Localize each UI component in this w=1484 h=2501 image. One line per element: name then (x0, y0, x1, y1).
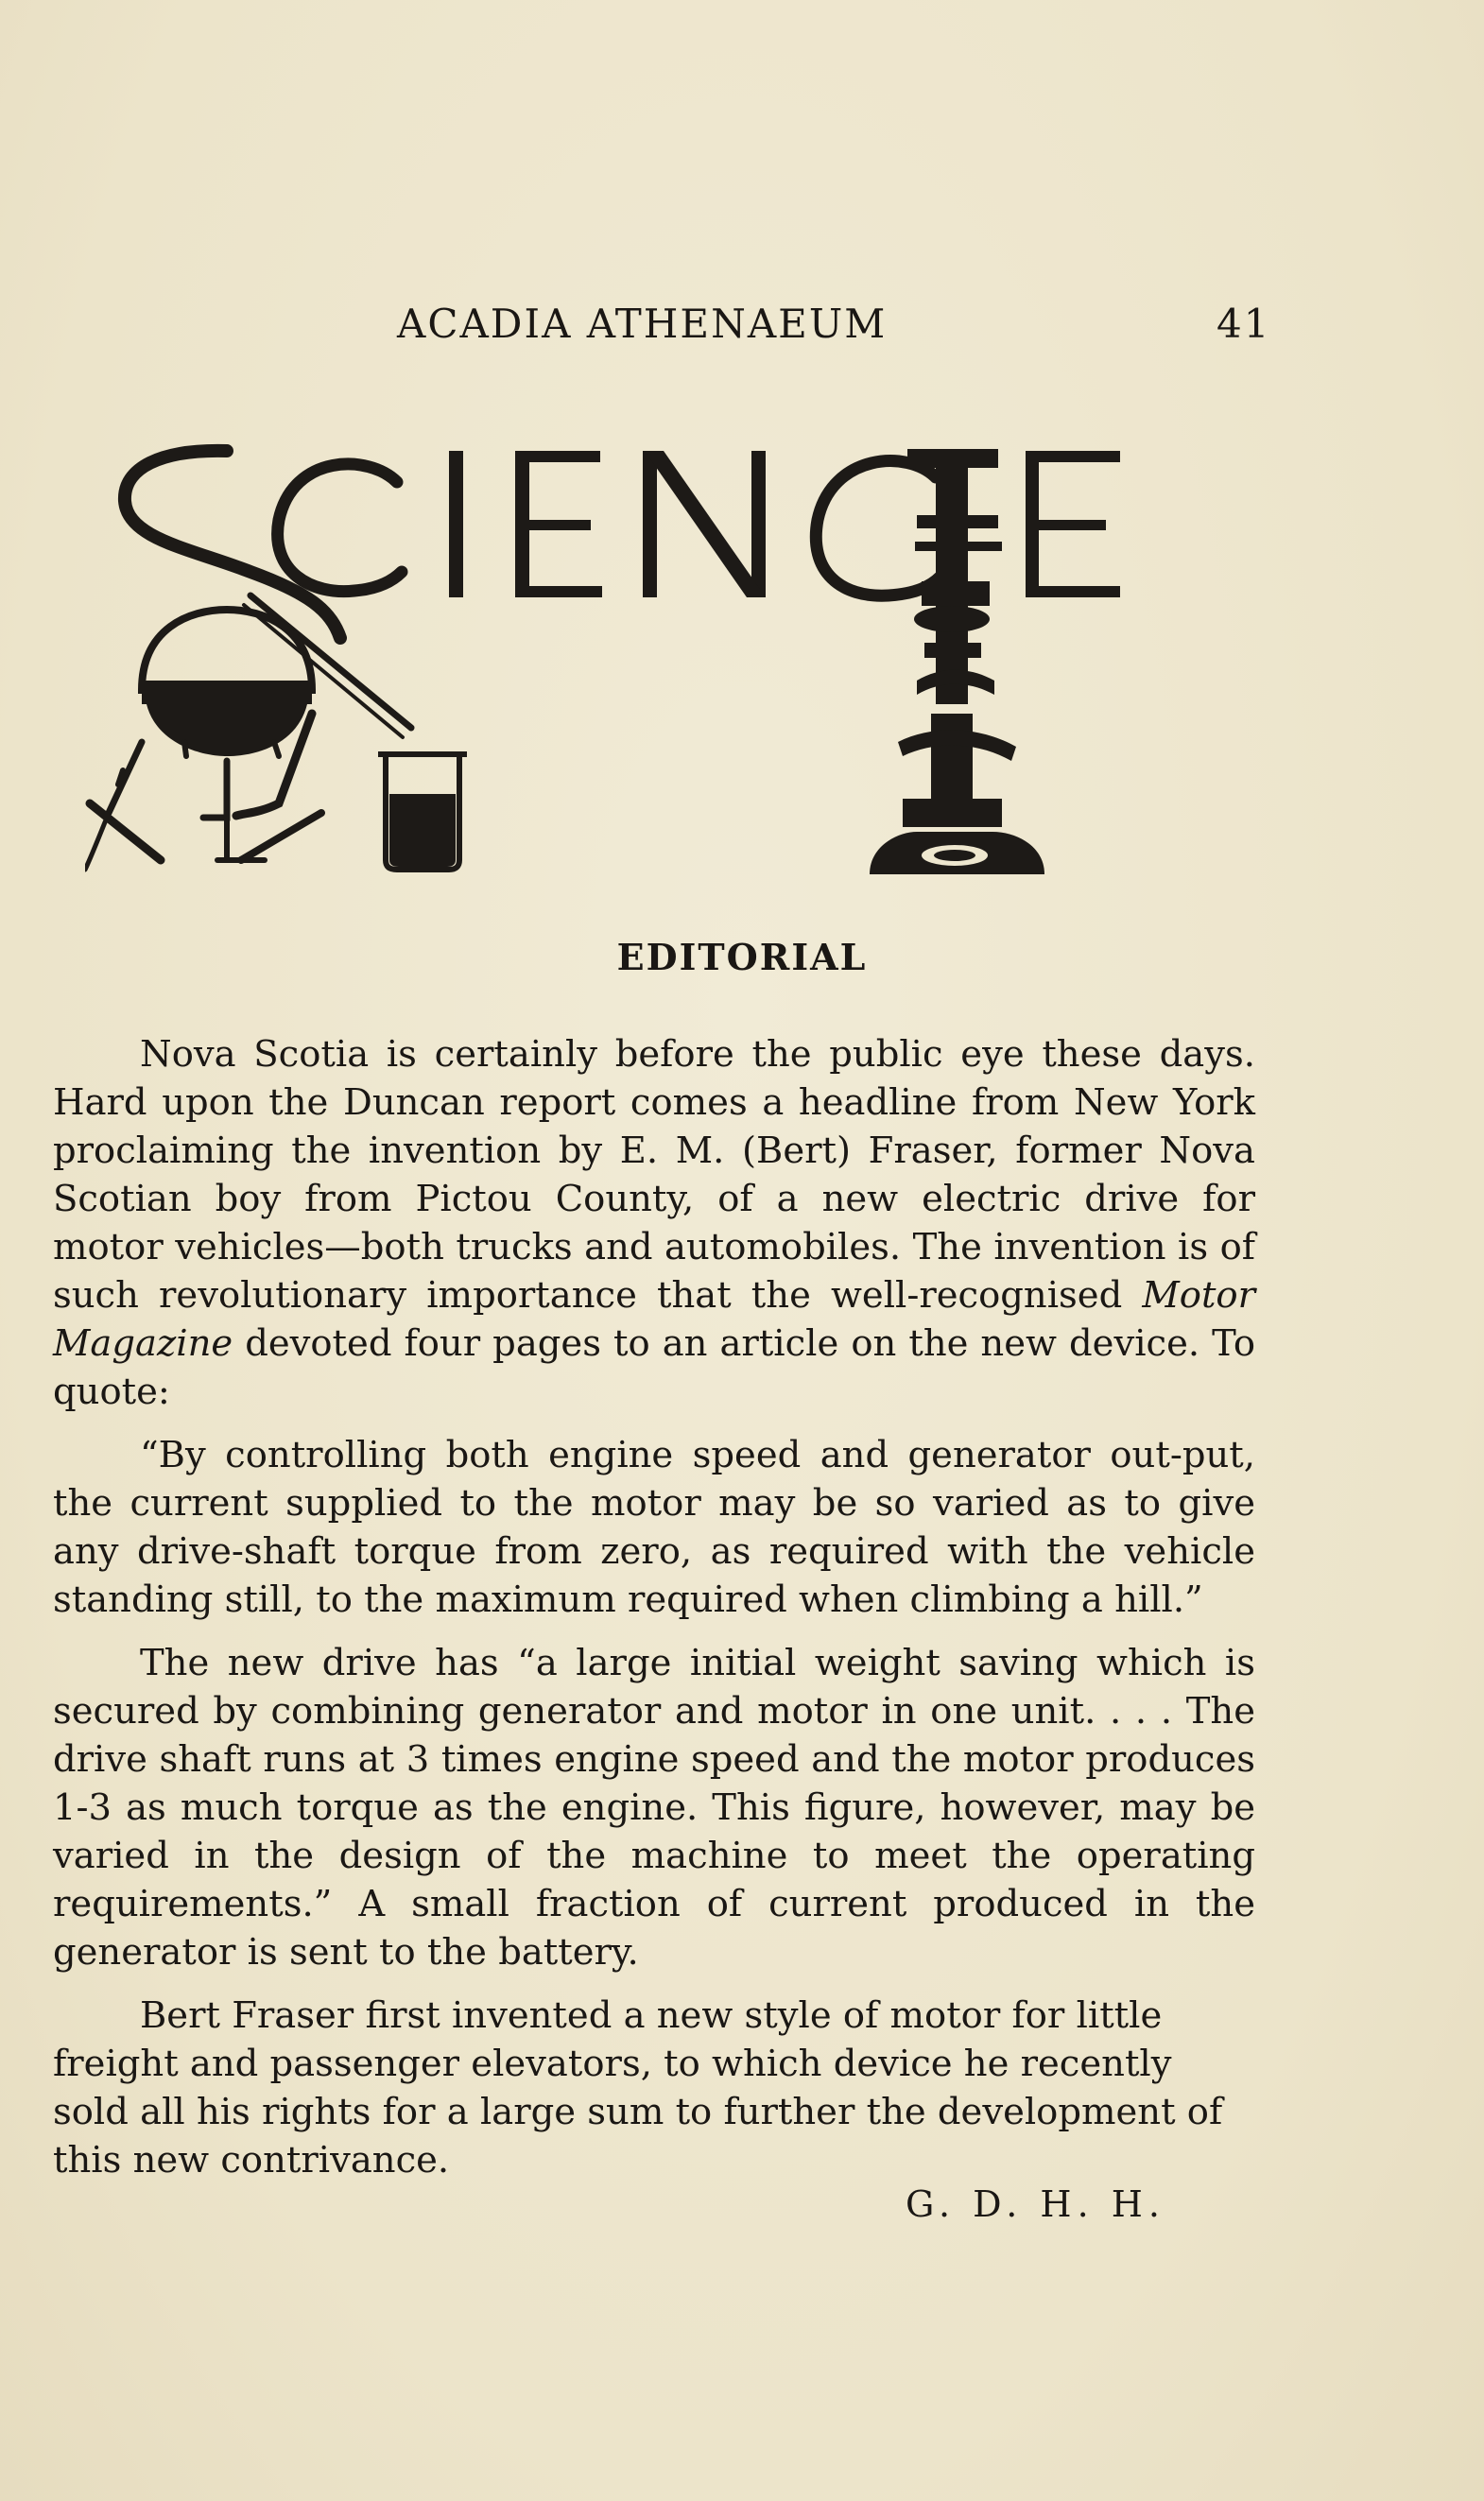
editorial-heading: EDITORIAL (616, 936, 868, 978)
paragraph-quote: “By controlling both engine speed and generator out-put, the current supplied to the motor may be so varied as to give any drive-shaft torque from zero, as required with the vehicle standing still, to the maximum required when climbing a hill.” (53, 1434, 1255, 1621)
magazine-title: Motor Magazine (53, 1274, 1255, 1365)
retort-flask-icon (142, 610, 312, 756)
letter-n (643, 451, 766, 597)
science-banner (85, 430, 1248, 884)
paragraph-4: Bert Fraser first invented a new style of motor for little freight and passenger elevators, to which device he recently sold all his rights for a large sum to further the development of this new contrivance. (53, 1994, 1223, 2182)
letter-e-2 (1026, 451, 1120, 597)
journal-title: ACADIA ATHENAEUM (397, 301, 888, 347)
paragraph-3: The new drive has “a large initial weight saving which is secured by combining generator and motor in one unit. . . . The drive shaft runs at 3 times engine speed and the motor produces 1-3 as much torque as the engine. This figure, however, may be varied in the design of the machine to meet the operating requirements.” A small fraction of current produced in the generator is sent to the battery. (53, 1642, 1255, 1974)
letter-c-1 (278, 464, 402, 592)
microscope-icon (870, 449, 1044, 874)
editorial-body (53, 1030, 1255, 2199)
paragraph-1-end: devoted four pages to an article on the new device. To quote: (53, 1322, 1255, 1413)
page-number: 41 (1217, 301, 1271, 347)
letter-i (449, 451, 463, 597)
running-head (0, 301, 1484, 357)
paragraph-1 (53, 1030, 1255, 1416)
letter-e-1 (515, 451, 602, 597)
author-signature: G. D. H. H. (906, 2183, 1165, 2225)
paragraph-1-start: Nova Scotia is certainly before the public eye these days. Hard upon the Duncan report comes a headline from New York proclaiming the invention by E. M. (Bert) Fraser, former Nova Scotian boy from Pictou County, of a new electric drive for motor vehicles—both trucks and automobiles. The invention is of such revolutionary importance that the well-recognised (53, 1033, 1255, 1317)
beaker-icon (378, 754, 467, 870)
